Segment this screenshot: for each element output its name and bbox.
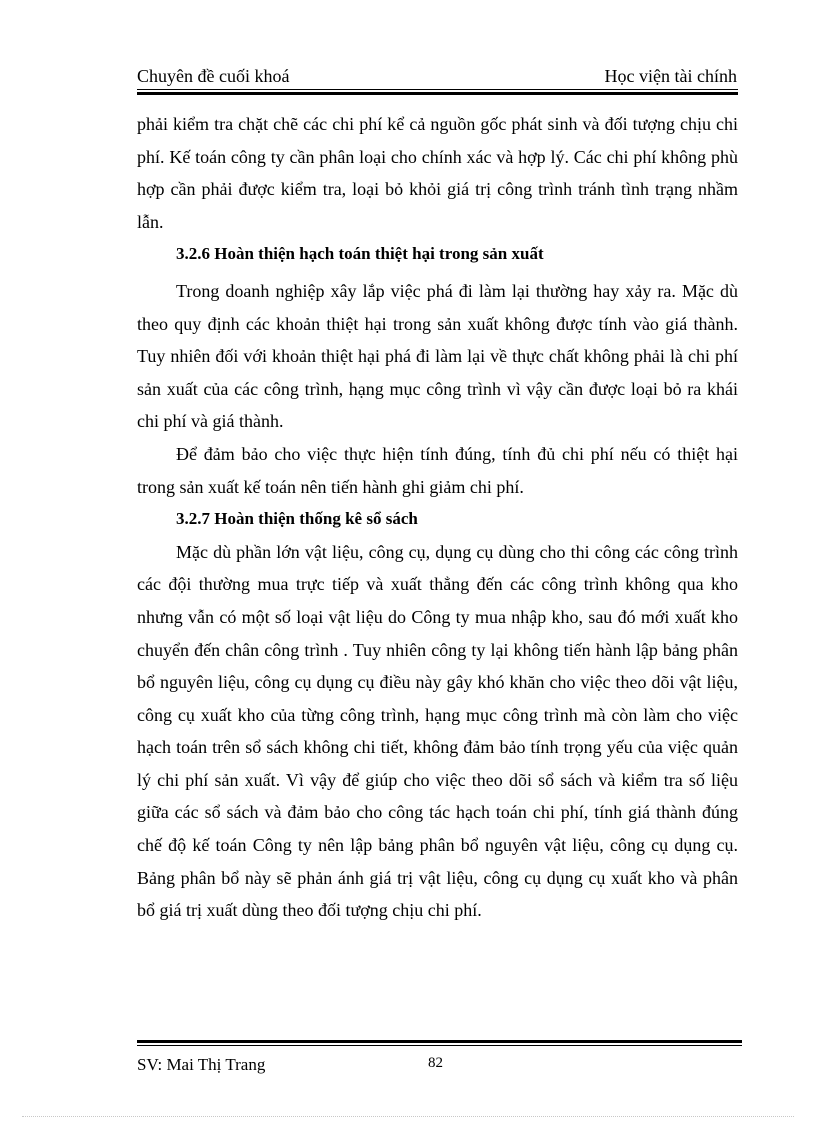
- paragraph-bookkeeping: Mặc dù phần lớn vật liệu, công cụ, dụng cụ dùng cho thi công các công trình các đội thường mua trực tiếp và xuất thẳng đến các công trình không qua kho nhưng vẫn có một số loại vật liệu do Công ty mua nhập kho, sau đó mới xuất kho chuyển đến chân công trình . Tuy nhiên công ty lại không tiến hành lập bảng phân bổ nguyên liệu, công cụ dụng cụ điều này gây khó khăn cho việc theo dõi vật liệu, công cụ xuất kho của từng công trình, hạng mục công trình mà còn làm cho việc hạch toán trên sổ sách không chi tiết, không đảm bảo tính trọng yếu của việc quản lý chi phí sản xuất. Vì vậy để giúp cho việc theo dõi sổ sách và kiểm tra số liệu giữa các sổ sách và đảm bảo cho công tác hạch toán chi phí, tính giá thành đúng chế độ kế toán Công ty nên lập bảng phân bổ nguyên vật liệu, công cụ dụng cụ. Bảng phân bổ này sẽ phản ánh giá trị vật liệu, công cụ dụng cụ xuất kho và phân bổ giá trị xuất dùng theo đối tượng chịu chi phí.: [137, 541, 738, 921]
- footer-rule-thick: [137, 1040, 742, 1043]
- section-heading-3-2-7: 3.2.7 Hoàn thiện thống kê sổ sách: [176, 509, 418, 529]
- paragraph-damage-accounting: Trong doanh nghiệp xây lắp việc phá đi làm lại thường hay xảy ra. Mặc dù theo quy định các khoản thiệt hại trong sản xuất không được tính vào giá thành. Tuy nhiên đối với khoản thiệt hại phá đi làm lại về thực chất không phải là chi phí sản xuất của các công trình, hạng mục công trình vì vậy cần được loại bỏ ra khái chi phí và giá thành.: [137, 280, 738, 432]
- footer-page-number: 82: [428, 1055, 443, 1071]
- header-left-title: Chuyên đề cuối khoá: [137, 66, 290, 86]
- footer-rule-thin: [137, 1045, 742, 1046]
- header-rule-thick: [137, 92, 738, 95]
- footer-student-name: SV: Mai Thị Trang: [137, 1055, 266, 1074]
- page-body: [137, 108, 738, 927]
- paragraph-continuation: phải kiểm tra chặt chẽ các chi phí kể cả nguồn gốc phát sinh và đối tượng chịu chi phí. Kế toán công ty cần phân loại cho chính xác và hợp lý. Các chi phí không phù hợp cần phải được kiểm tra, loại bỏ khỏi giá trị công trình tránh tình trạng nhầm lẫn.: [137, 114, 738, 232]
- paragraph-cost-reduction: Để đảm bảo cho việc thực hiện tính đúng, tính đủ chi phí nếu có thiệt hại trong sản xuất kế toán nên tiến hành ghi giảm chi phí.: [137, 443, 738, 497]
- page-bottom-dotted-border: [22, 1116, 794, 1117]
- header-right-institution: Học viện tài chính: [604, 66, 737, 86]
- section-heading-3-2-6: 3.2.6 Hoàn thiện hạch toán thiệt hại trong sản xuất: [176, 244, 544, 264]
- header-rule-thin: [137, 89, 738, 90]
